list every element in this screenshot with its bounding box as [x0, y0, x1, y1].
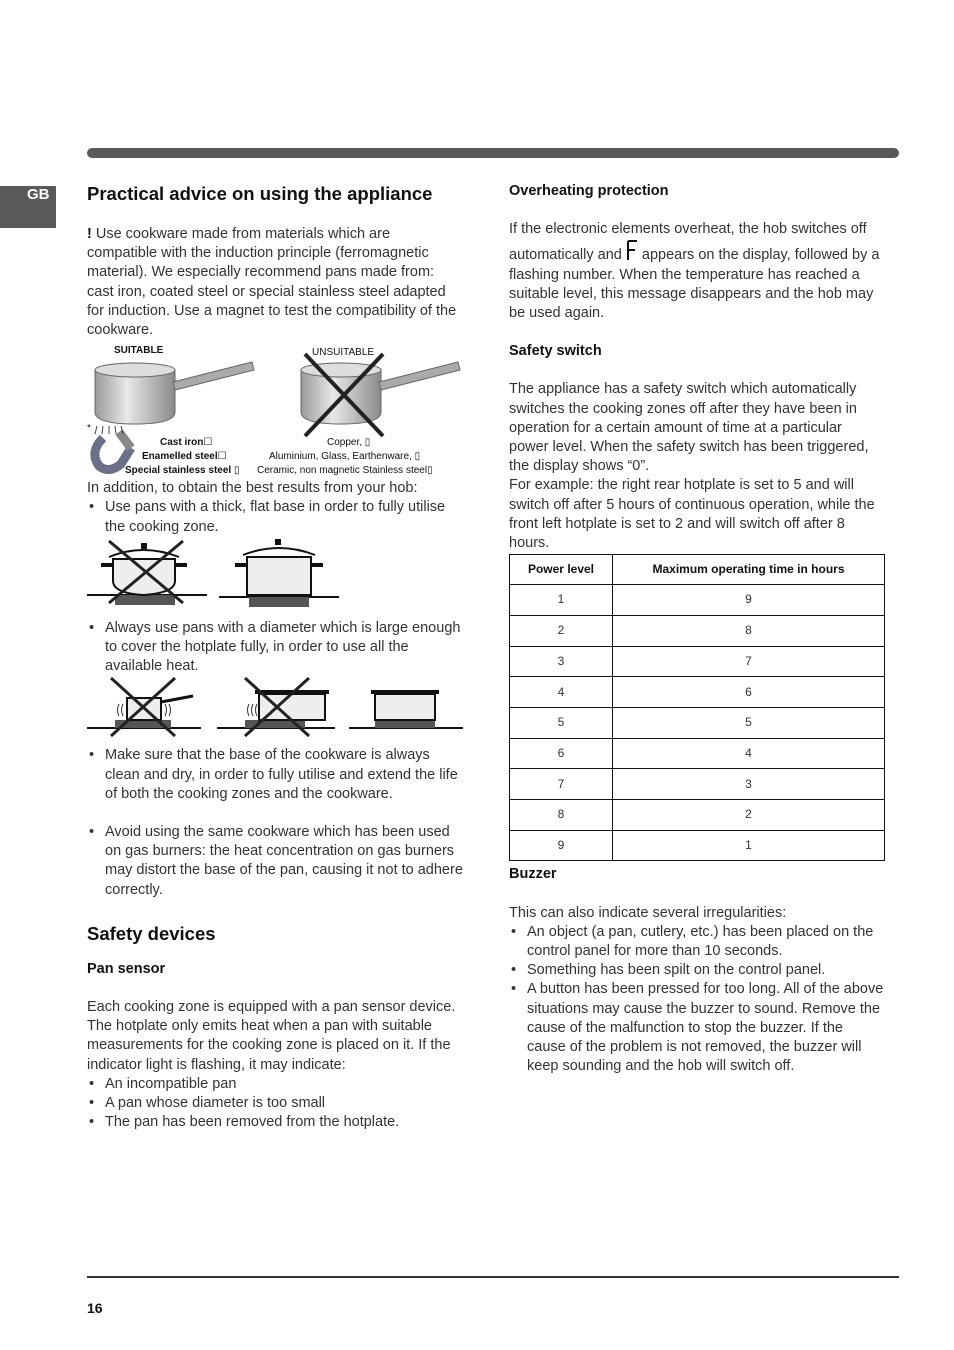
table-row — [510, 677, 885, 708]
table-row — [510, 769, 885, 800]
operating-time-cell: 8 — [613, 615, 885, 646]
cookware-suitability-illustration — [87, 344, 463, 477]
diameter-illustration — [87, 676, 463, 746]
suitable-item: Special stainless steel ▯ — [125, 465, 240, 477]
list-item: • The pan has been removed from the hotplate. — [87, 1113, 463, 1132]
section-title-practical-advice: Practical advice on using the appliance — [87, 183, 433, 204]
safety-switch-text: The appliance has a safety switch which automatically switches the cooking zones off after they have been in operation for a certain amount of time at a particular power level. When the safety switch has been triggered, the display shows “0”. — [509, 381, 869, 475]
page-number: 16 — [87, 1300, 103, 1316]
table-header: Maximum operating time in hours — [613, 555, 885, 585]
power-level-cell: 3 — [510, 646, 613, 677]
table-header-row — [510, 555, 885, 585]
curved-base-pan-icon — [87, 541, 207, 605]
operating-time-cell: 6 — [613, 677, 885, 708]
subheading-pan-sensor: Pan sensor — [87, 960, 166, 977]
list-item: • Make sure that the base of the cookware is always clean and dry, in order to fully utilise and extend the life of both the cooking zones and the cookware. — [87, 746, 463, 804]
operating-time-cell: 3 — [613, 769, 885, 800]
warning-mark: ! — [87, 226, 92, 242]
correct-pan-icon — [349, 690, 463, 728]
footer-rule — [87, 1276, 899, 1278]
list-item: • A pan whose diameter is too small — [87, 1094, 463, 1113]
list-item: • Something has been spilt on the control panel. — [509, 961, 885, 980]
suitable-item: Cast iron☐ — [160, 437, 213, 449]
operating-time-cell: 5 — [613, 708, 885, 739]
operating-time-cell: 2 — [613, 800, 885, 831]
buzzer-text: This can also indicate several irregularities: — [509, 904, 787, 921]
pan-sensor-list — [87, 1075, 463, 1133]
header-bar — [87, 148, 899, 158]
list-item: • Always use pans with a diameter which is large enough to cover the hotplate fully, in order to use all the available heat. — [87, 619, 463, 677]
list-item: • Use pans with a thick, flat base in order to fully utilise the cooking zone. — [87, 498, 463, 536]
intro-paragraph — [87, 225, 463, 340]
list-item: • An incompatible pan — [87, 1075, 463, 1094]
overheating-text — [509, 220, 885, 323]
subheading-overheating: Overheating protection — [509, 183, 669, 199]
suitable-label: SUITABLE — [114, 345, 164, 357]
unsuitable-item: Ceramic, non magnetic Stainless steel▯ — [257, 465, 433, 477]
list-item: • An object (a pan, cutlery, etc.) has been placed on the control panel for more than 10 seconds. — [509, 923, 885, 961]
flat-base-illustration — [87, 537, 463, 615]
table-header: Power level — [510, 555, 613, 585]
unsuitable-pan-icon — [301, 354, 460, 436]
right-column — [509, 182, 885, 1076]
power-level-cell: 2 — [510, 615, 613, 646]
left-column — [87, 182, 463, 1132]
power-level-cell: 5 — [510, 708, 613, 739]
small-pan-icon — [87, 678, 201, 736]
unsuitable-item: Aluminium, Glass, Earthenware, ▯ — [269, 451, 421, 463]
operating-time-table — [509, 554, 885, 861]
advice-list-3 — [87, 746, 463, 899]
table-row — [510, 738, 885, 769]
flat-base-drawings — [87, 537, 463, 615]
operating-time-cell: 9 — [613, 585, 885, 616]
advice-list-1 — [87, 498, 463, 536]
overheating-text-a: If the electronic elements overheat, the hob switches off automatically and — [509, 221, 867, 264]
power-level-cell: 1 — [510, 585, 613, 616]
list-item: • A button has been pressed for too long. All of the above situations may cause the buzzer to sound. Remove the cause of the malfunction to stop the buzzer. If the cause of the problem is not removed, the buzzer will keep sounding and the hob will switch off. — [509, 980, 885, 1076]
table-row — [510, 800, 885, 831]
table-row — [510, 708, 885, 739]
flat-base-pan-icon — [219, 539, 339, 607]
power-level-cell: 4 — [510, 677, 613, 708]
advice-list-2 — [87, 619, 463, 677]
power-level-cell: 6 — [510, 738, 613, 769]
table-row — [510, 585, 885, 616]
language-tab-label: GB — [27, 186, 50, 203]
table-row — [510, 646, 885, 677]
table-body — [510, 585, 885, 861]
buzzer-list — [509, 923, 885, 1077]
table-row — [510, 830, 885, 861]
power-level-cell: 7 — [510, 769, 613, 800]
display-f-icon — [626, 239, 638, 261]
intro-text: Use cookware made from materials which are compatible with the induction principle (ferromagnetic material). We especially recommend pans made from: cast iron, coated steel or special stainless steel adapted for induction. Use a magnet to test the compatibility of the cookware. — [87, 226, 457, 339]
overheating-text-b: appears on the display, followed by a flashing number. When the temperature has reached a suitable level, this message disappears and the hob may be used again. — [509, 247, 880, 322]
operating-time-cell: 4 — [613, 738, 885, 769]
language-tab — [0, 186, 56, 228]
diameter-drawings — [87, 676, 463, 746]
table-row — [510, 615, 885, 646]
subheading-safety-switch: Safety switch — [509, 343, 602, 360]
asterisk-mark: * — [87, 423, 91, 435]
unsuitable-label: UNSUITABLE — [312, 347, 375, 359]
operating-time-cell: 7 — [613, 646, 885, 677]
medium-pan-icon — [217, 678, 335, 736]
power-level-cell: 8 — [510, 800, 613, 831]
addition-text: In addition, to obtain the best results from your hob: — [87, 480, 418, 497]
unsuitable-item: Copper, ▯ — [327, 437, 371, 449]
list-item: • Avoid using the same cookware which has been used on gas burners: the heat concentration on gas burners may distort the base of the pan, causing it not to adhere correctly. — [87, 823, 463, 900]
pan-sensor-text: Each cooking zone is equipped with a pan sensor device. The hotplate only emits heat when a pan with suitable measurements for the cooking zone is placed on it. If the indicator light is flashing, it may indicate: — [87, 999, 456, 1073]
subheading-buzzer: Buzzer — [509, 866, 557, 883]
safety-switch-example: For example: the right rear hotplate is set to 5 and will switch off after 5 hours of continuous operation, while the front left hotplate is set to 2 and will switch off after 8 hours. — [509, 477, 875, 552]
section-title-safety-devices: Safety devices — [87, 922, 216, 944]
power-level-cell: 9 — [510, 830, 613, 861]
suitable-item: Enamelled steel☐ — [142, 451, 227, 463]
operating-time-cell: 1 — [613, 830, 885, 861]
